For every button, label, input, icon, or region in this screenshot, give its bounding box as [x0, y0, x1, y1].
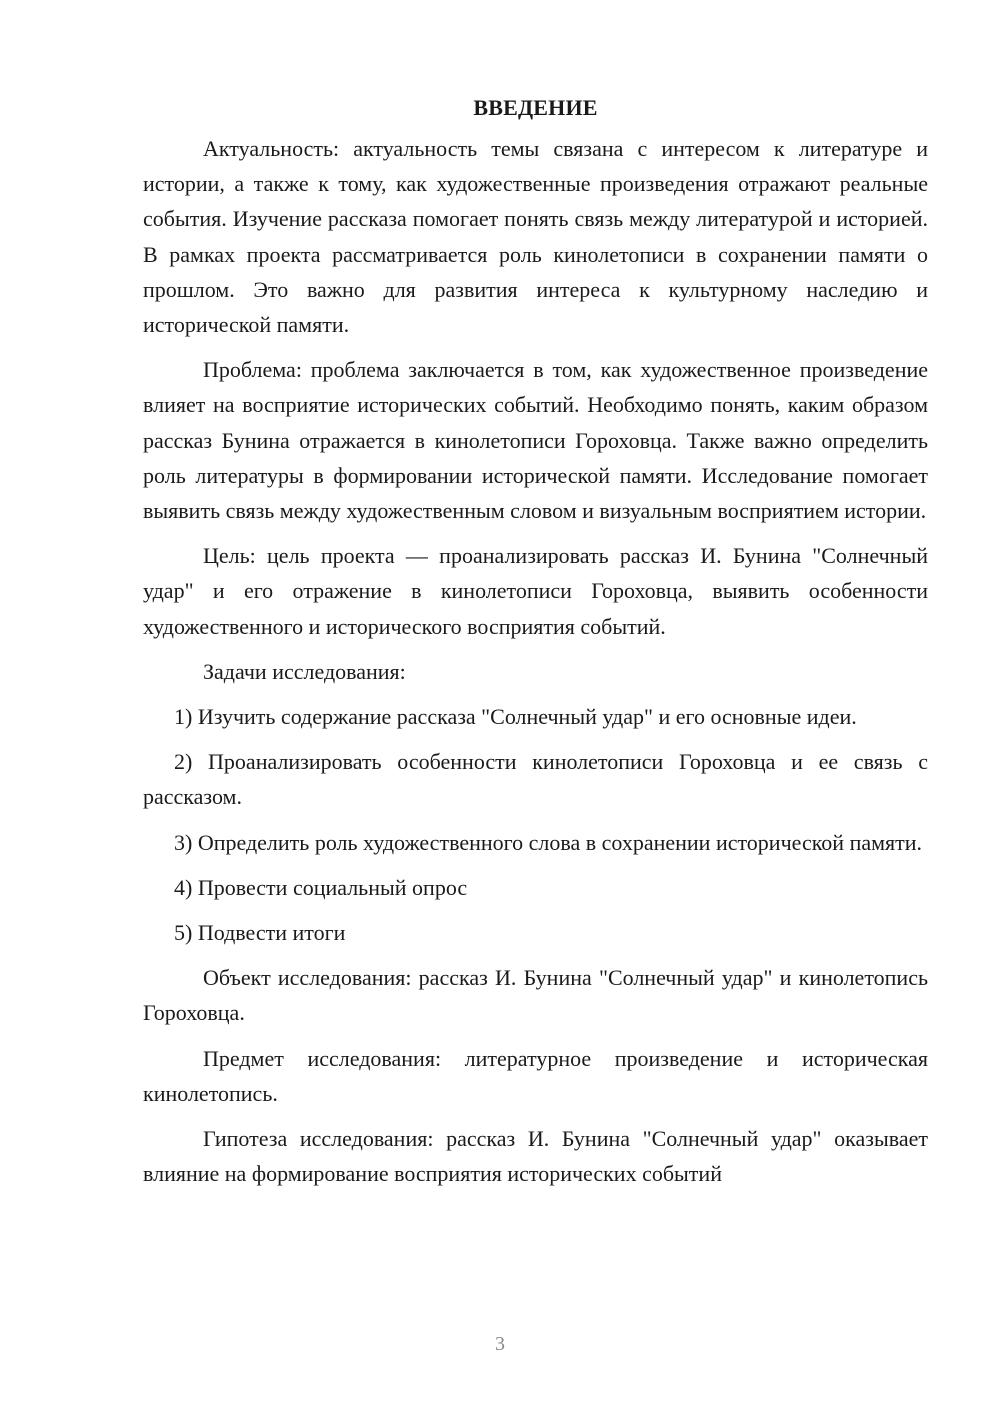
section-title: ВВЕДЕНИЕ: [473, 95, 598, 120]
goal-paragraph: Цель: цель проекта — проанализировать рассказ И. Бунина "Солнечный удар" и его отражение в кинолетописи Гороховца, выявить особенности художественного и исторического восприятия событий.: [143, 543, 928, 639]
document-page: [143, 90, 928, 1191]
tasks-heading: Задачи исследования:: [203, 658, 406, 684]
task-item-1: 1) Изучить содержание рассказа "Солнечный удар" и его основные идеи.: [174, 704, 857, 730]
task-item-5: 5) Подвести итоги: [174, 920, 346, 946]
page-number: 3: [495, 1333, 505, 1355]
task-item-2: 2) Проанализировать особенности кинолетописи Гороховца и ее связь с рассказом.: [143, 749, 928, 810]
relevance-paragraph: Актуальность: актуальность темы связана с интересом к литературе и истории, а также к тому, как художественные произведения отражают реальные события. Изучение рассказа помогает понять связь между литературой и историей. В рамках проекта рассматривается роль кинолетописи в сохранении памяти о прошлом. Это важно для развития интереса к культурному наследию и исторической памяти.: [143, 136, 928, 338]
hypothesis-paragraph: Гипотеза исследования: рассказ И. Бунина "Солнечный удар" оказывает влияние на формирование восприятия исторических событий: [143, 1126, 928, 1187]
problem-paragraph: Проблема: проблема заключается в том, как художественное произведение влияет на восприятие исторических событий. Необходимо понять, каким образом рассказ Бунина отражается в кинолетописи Гороховца. Также важно определить роль литературы в формировании исторической памяти. Исследование помогает выявить связь между художественным словом и визуальным восприятием истории.: [143, 357, 928, 524]
task-item-4: 4) Провести социальный опрос: [174, 874, 468, 900]
object-paragraph: Объект исследования: рассказ И. Бунина "Солнечный удар" и кинолетопись Гороховца.: [143, 965, 928, 1026]
task-item-3: 3) Определить роль художественного слова в сохранении исторической памяти.: [174, 829, 923, 855]
subject-paragraph: Предмет исследования: литературное произведение и историческая кинолетопись.: [143, 1045, 928, 1106]
